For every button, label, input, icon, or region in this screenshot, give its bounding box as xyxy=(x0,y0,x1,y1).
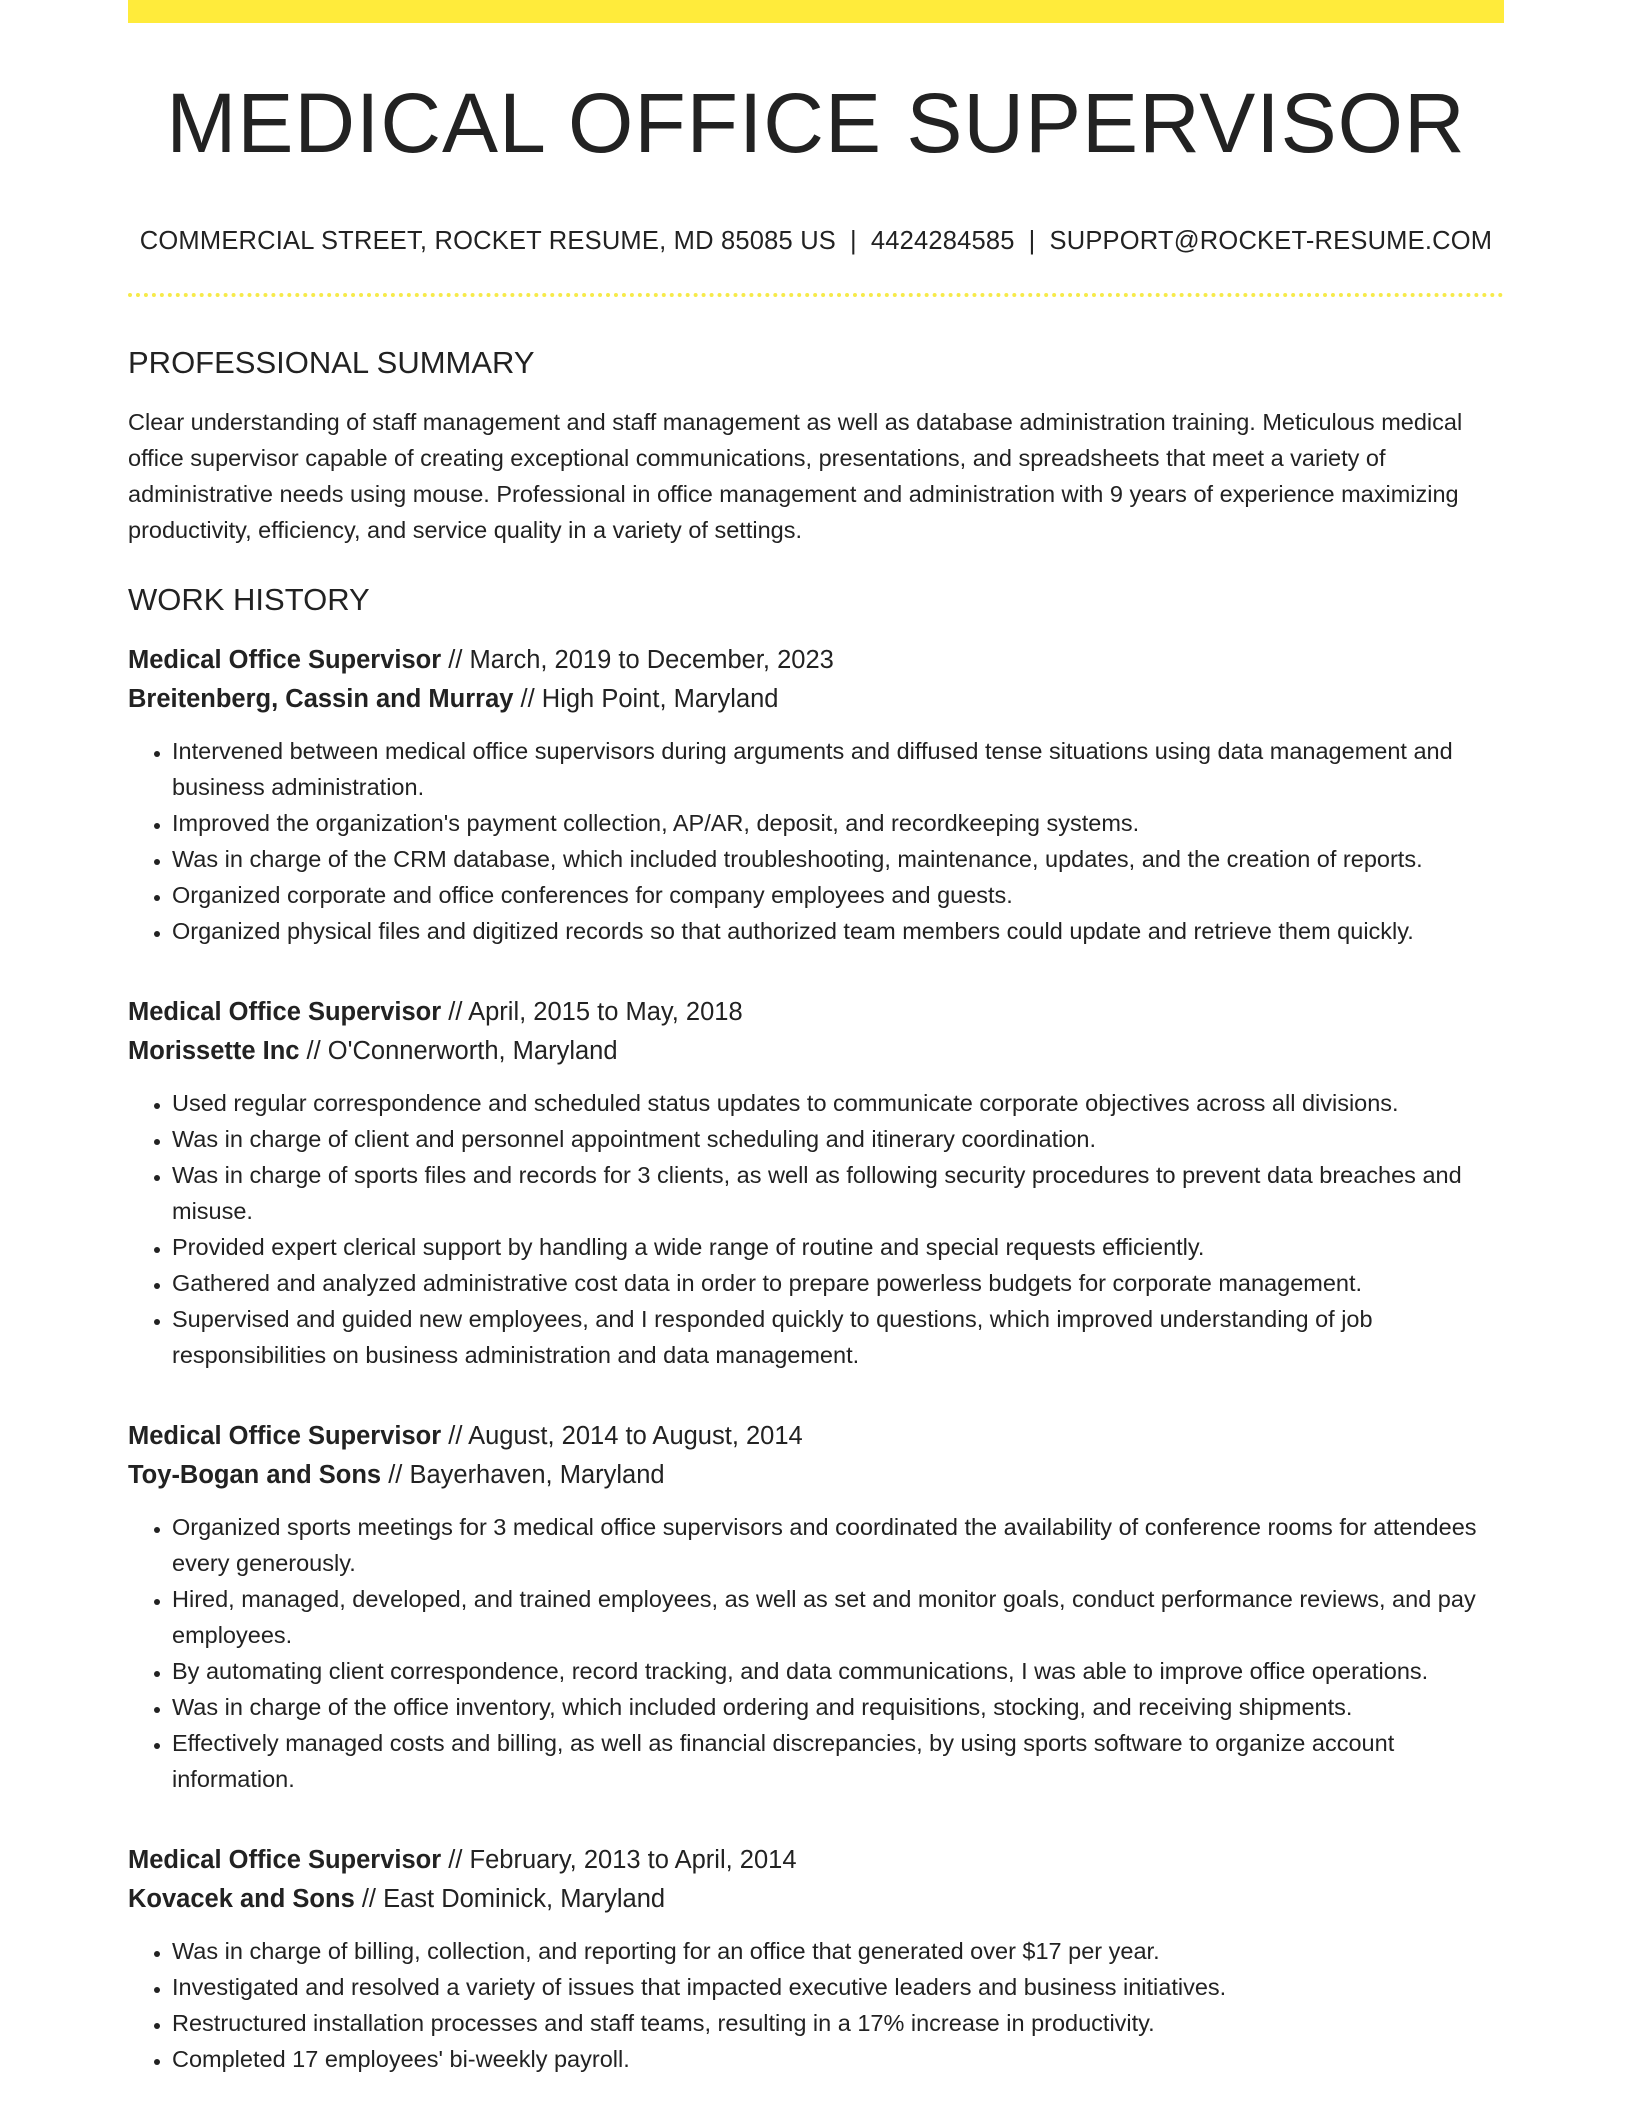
job-title: Medical Office Supervisor xyxy=(128,997,442,1026)
job-bullet-list xyxy=(128,1933,1504,2077)
job-title: Medical Office Supervisor xyxy=(128,1421,442,1450)
job-bullet: • Completed 17 employees' bi-weekly payroll. xyxy=(172,2041,1504,2077)
job-title-line xyxy=(128,641,1504,680)
job-bullet-list xyxy=(128,733,1504,949)
job-bullet: • Improved the organization's payment collection, AP/AR, deposit, and recordkeeping systems. xyxy=(172,805,1504,841)
work-history-list xyxy=(128,641,1504,2077)
job-bullet: • Organized sports meetings for 3 medical office supervisors and coordinated the availability of conference rooms for attendees every generously. xyxy=(172,1509,1504,1581)
resume-title: MEDICAL OFFICE SUPERVISOR xyxy=(166,76,1466,170)
job-bullet: • By automating client correspondence, record tracking, and data communications, I was able to improve office operations. xyxy=(172,1653,1504,1689)
contact-email[interactable]: SUPPORT@ROCKET-RESUME.COM xyxy=(1049,227,1493,255)
job-entry xyxy=(128,1841,1504,2077)
resume-page xyxy=(128,0,1504,2077)
dotted-divider xyxy=(128,293,1504,297)
job-title: Medical Office Supervisor xyxy=(128,1845,442,1874)
job-entry xyxy=(128,993,1504,1373)
job-bullet: • Organized corporate and office conferences for company employees and guests. xyxy=(172,877,1504,913)
accent-top-bar xyxy=(128,0,1504,23)
contact-separator: | xyxy=(1028,227,1036,255)
job-company-line xyxy=(128,1456,1504,1495)
job-title-line xyxy=(128,1841,1504,1880)
job-bullet: • Investigated and resolved a variety of issues that impacted executive leaders and business initiatives. xyxy=(172,1969,1504,2005)
job-dates: // February, 2013 to April, 2014 xyxy=(441,1845,797,1874)
job-bullet: • Organized physical files and digitized records so that authorized team members could update and retrieve them quickly. xyxy=(172,913,1504,949)
job-company-line xyxy=(128,1032,1504,1071)
job-company-line xyxy=(128,1880,1504,1919)
job-bullet: • Was in charge of client and personnel appointment scheduling and itinerary coordination. xyxy=(172,1121,1504,1157)
job-bullet: • Was in charge of the CRM database, which included troubleshooting, maintenance, updates, and the creation of reports. xyxy=(172,841,1504,877)
job-company: Toy-Bogan and Sons xyxy=(128,1460,382,1489)
job-bullet: • Was in charge of the office inventory, which included ordering and requisitions, stocking, and receiving shipments. xyxy=(172,1689,1504,1725)
job-company: Morissette Inc xyxy=(128,1036,300,1065)
job-entry xyxy=(128,1417,1504,1797)
job-location: // High Point, Maryland xyxy=(513,684,779,713)
job-dates: // March, 2019 to December, 2023 xyxy=(441,645,834,674)
job-bullet: • Intervened between medical office supervisors during arguments and diffused tense situations using data management and business administration. xyxy=(172,733,1504,805)
job-bullet: • Was in charge of sports files and records for 3 clients, as well as following security procedures to prevent data breaches and misuse. xyxy=(172,1157,1504,1229)
work-history-heading: WORK HISTORY xyxy=(128,581,370,617)
job-company: Kovacek and Sons xyxy=(128,1884,355,1913)
job-title: Medical Office Supervisor xyxy=(128,645,442,674)
job-bullet-list xyxy=(128,1085,1504,1373)
job-bullet: • Supervised and guided new employees, and I responded quickly to questions, which improved understanding of job responsibilities on business administration and data management. xyxy=(172,1301,1504,1373)
summary-heading: PROFESSIONAL SUMMARY xyxy=(128,344,535,380)
summary-text: Clear understanding of staff management and staff management as well as database administration training. Meticulous medical office supervisor capable of creating exceptional communications, presentations, and spreadsheets that meet a variety of administrative needs using mouse. Professional in office management and administration with 9 years of experience maximizing productivity, efficiency, and service quality in a variety of settings. xyxy=(128,408,1463,543)
job-bullet-list xyxy=(128,1509,1504,1797)
contact-line xyxy=(128,229,1504,255)
job-location: // Bayerhaven, Maryland xyxy=(381,1460,665,1489)
job-company: Breitenberg, Cassin and Murray xyxy=(128,684,514,713)
job-company-line xyxy=(128,680,1504,719)
job-bullet: • Used regular correspondence and scheduled status updates to communicate corporate objectives across all divisions. xyxy=(172,1085,1504,1121)
job-bullet: • Restructured installation processes and staff teams, resulting in a 17% increase in productivity. xyxy=(172,2005,1504,2041)
contact-address: COMMERCIAL STREET, ROCKET RESUME, MD 85085 US xyxy=(139,227,837,255)
job-dates: // April, 2015 to May, 2018 xyxy=(441,997,743,1026)
job-title-line xyxy=(128,1417,1504,1456)
job-bullet: • Gathered and analyzed administrative cost data in order to prepare powerless budgets for corporate management. xyxy=(172,1265,1504,1301)
job-bullet: • Hired, managed, developed, and trained employees, as well as set and monitor goals, conduct performance reviews, and pay employees. xyxy=(172,1581,1504,1653)
job-location: // O'Connerworth, Maryland xyxy=(299,1036,618,1065)
job-bullet: • Provided expert clerical support by handling a wide range of routine and special requests efficiently. xyxy=(172,1229,1504,1265)
job-bullet: • Was in charge of billing, collection, and reporting for an office that generated over $17 per year. xyxy=(172,1933,1504,1969)
job-title-line xyxy=(128,993,1504,1032)
job-dates: // August, 2014 to August, 2014 xyxy=(441,1421,803,1450)
job-location: // East Dominick, Maryland xyxy=(354,1884,666,1913)
contact-phone: 4424284585 xyxy=(870,227,1015,255)
job-bullet: • Effectively managed costs and billing, as well as financial discrepancies, by using sports software to organize account information. xyxy=(172,1725,1504,1797)
contact-separator: | xyxy=(850,227,857,255)
job-entry xyxy=(128,641,1504,949)
